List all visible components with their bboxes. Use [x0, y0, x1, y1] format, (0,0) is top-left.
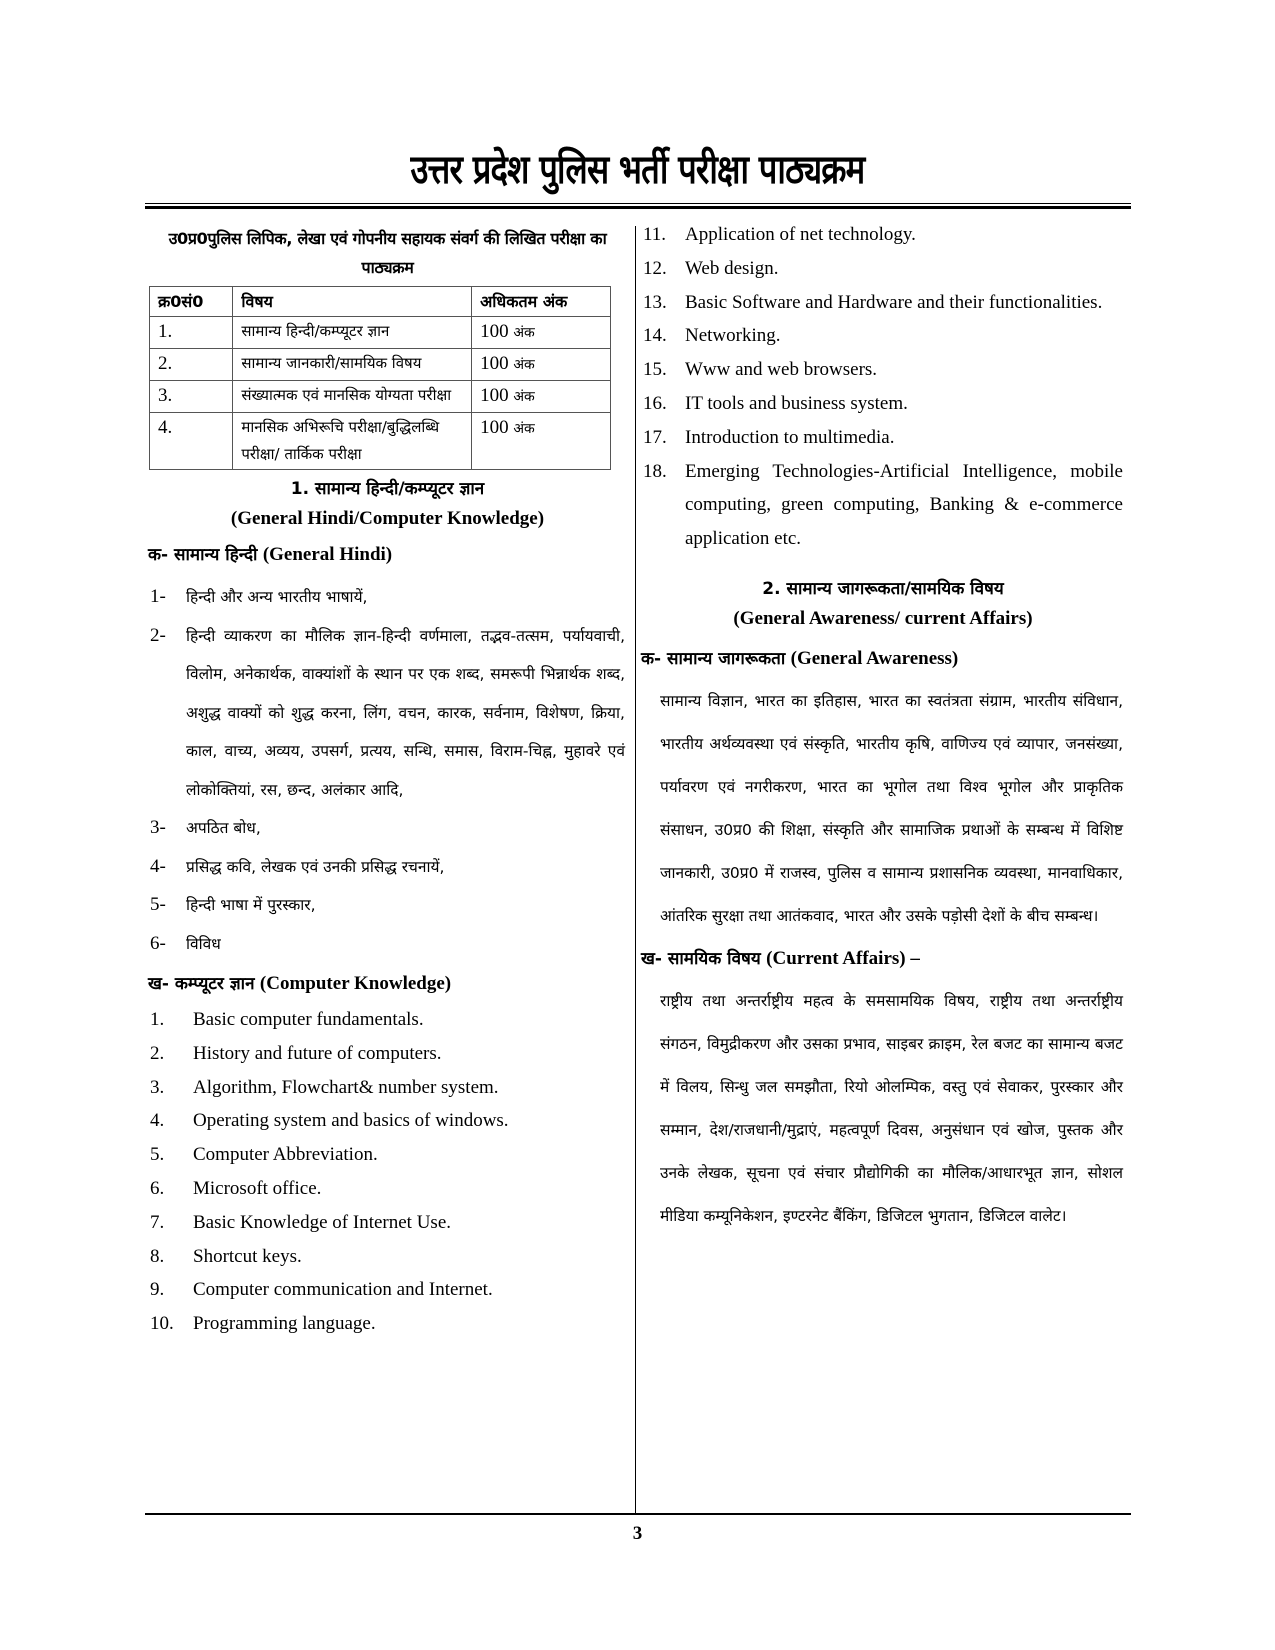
subsection-english-label: (Current Affairs) – — [766, 947, 920, 969]
footer-rule — [145, 1513, 1131, 1515]
marks-value: 100 — [480, 417, 509, 438]
item-number: 10. — [150, 1313, 174, 1335]
list-item — [150, 1071, 625, 1105]
item-number: 2- — [150, 624, 166, 646]
item-number: 9. — [150, 1279, 165, 1301]
marks-unit: अंक — [513, 421, 535, 437]
item-number: 1. — [150, 1009, 165, 1030]
marks-unit: अंक — [513, 389, 535, 405]
item-number: 1- — [150, 586, 166, 607]
item-number: 3. — [150, 1076, 165, 1098]
item-number: 14. — [643, 325, 667, 347]
computer-knowledge-list — [150, 1003, 625, 1341]
item-text: अपठित बोध, — [186, 819, 261, 837]
subsection-general-hindi — [148, 540, 625, 570]
header-rule-thick — [145, 206, 1131, 209]
marks-value: 100 — [480, 385, 509, 406]
item-number: 7. — [150, 1211, 165, 1233]
table-header-row — [150, 287, 611, 317]
item-text: Www and web browsers. — [685, 359, 878, 381]
row-subject: सामान्य जानकारी/सामयिक विषय — [233, 349, 472, 381]
list-item — [150, 809, 625, 848]
subsection-english-label: (Computer Knowledge) — [259, 973, 452, 994]
item-number: 3- — [150, 817, 166, 838]
page-number: 3 — [632, 1523, 643, 1544]
subsection-hindi-label: क- सामान्य हिन्दी — [148, 545, 258, 565]
col-header-serial: क्र0सं0 — [150, 287, 233, 317]
item-text: हिन्दी और अन्य भारतीय भाषायें, — [186, 588, 368, 606]
marks-unit: अंक — [513, 325, 535, 341]
item-text: विविध — [186, 934, 221, 953]
subsection-general-awareness — [641, 644, 1123, 674]
subsection-english-label: (General Hindi) — [262, 544, 393, 565]
item-text: Web design. — [685, 257, 779, 279]
row-serial: 3. — [150, 381, 233, 413]
item-number: 12. — [643, 257, 667, 279]
general-awareness-text: सामान्य विज्ञान, भारत का इतिहास, भारत का स्वतंत्रता संग्राम, भारतीय संविधान, भारतीय अर्थव्यवस्था एवं संस्कृति, भारतीय कृषि, वाणिज्य एवं व्यापार, जनसंख्या, पर्यावरण एवं नगरीकरण, भारत का भूगोल तथा विश्व भूगोल और प्राकृतिक संसाधन, उ0प्र0 की शिक्षा, संस्कृति और सामाजिक प्रथाओं के सम्बन्ध में विशिष्ट जानकारी, उ0प्र0 में राजस्व, पुलिस व सामान्य प्रशासनिक व्यवस्था, मानवाधिकार, आंतरिक सुरक्षा तथा आतंकवाद, भारत और उसके पड़ोसी देशों के बीच सम्बन्ध। — [660, 691, 1123, 925]
header-rule-thin — [145, 203, 1131, 204]
item-text: हिन्दी भाषा में पुरस्कार, — [186, 896, 316, 914]
list-item — [643, 455, 1123, 556]
table-row — [150, 317, 611, 349]
marks-table — [149, 286, 611, 470]
list-item — [643, 252, 1123, 286]
page-title: उत्तर प्रदेश पुलिस भर्ती परीक्षा पाठ्यक्रम — [410, 147, 865, 193]
item-text: History and future of computers. — [193, 1042, 442, 1064]
list-item — [150, 1003, 625, 1037]
list-item — [643, 353, 1123, 387]
item-number: 4. — [150, 1110, 165, 1132]
list-item — [643, 319, 1123, 353]
subsection-computer-knowledge — [148, 969, 625, 999]
item-number: 13. — [643, 291, 667, 313]
item-number: 5- — [150, 894, 166, 915]
list-item — [643, 218, 1123, 252]
current-affairs-text: राष्ट्रीय तथा अन्तर्राष्ट्रीय महत्व के समसामयिक विषय, राष्ट्रीय तथा अन्तर्राष्ट्रीय संगठन, विमुद्रीकरण और उसका प्रभाव, साइबर क्राइम, रेल बजट का सामान्य बजट में विलय, सिन्धु जल समझौता, रियो ओलम्पिक, वस्तु एवं सेवाकर, पुरस्कार और सम्मान, देश/राजधानी/मुद्राएं, महत्वपूर्ण दिवस, अनुसंधान एवं खोज, पुस्तक और उनके लेखक, सूचना एवं संचार प्रौद्योगिकी का मौलिक/आधारभूत ज्ञान, सोशल मीडिया कम्यूनिकेशन, इण्टरनेट बैंकिंग, डिजिटल भुगतान, डिजिटल वालेट। — [660, 991, 1123, 1225]
row-marks — [472, 349, 611, 381]
section-1-english: (General Hindi/Computer Knowledge) — [230, 508, 545, 529]
item-text: प्रसिद्ध कवि, लेखक एवं उनकी प्रसिद्ध रचनायें, — [186, 857, 445, 876]
row-serial: 1. — [150, 317, 233, 349]
col-header-max-marks: अधिकतम अंक — [472, 287, 611, 317]
item-number: 2. — [150, 1042, 165, 1064]
item-text: Introduction to multimedia. — [685, 426, 895, 448]
item-number: 6. — [150, 1177, 165, 1199]
item-text: Microsoft office. — [193, 1177, 322, 1199]
list-item — [150, 1307, 625, 1341]
section-1-heading — [150, 474, 625, 534]
list-item — [150, 1273, 625, 1307]
list-item — [150, 1138, 625, 1172]
list-item — [150, 578, 625, 617]
list-item — [150, 617, 625, 810]
section-2-heading — [643, 574, 1123, 634]
row-serial: 2. — [150, 349, 233, 381]
list-item — [150, 886, 625, 925]
item-text: Computer communication and Internet. — [193, 1279, 493, 1301]
item-text: Emerging Technologies-Artificial Intelligence, mobile computing, green computing, Banking & e-commerce application etc. — [685, 460, 1123, 550]
table-row — [150, 349, 611, 381]
section-1-hindi: 1. सामान्य हिन्दी/कम्प्यूटर ज्ञान — [290, 479, 485, 499]
item-text: Programming language. — [193, 1313, 376, 1335]
right-column — [643, 224, 1123, 1238]
row-marks — [472, 317, 611, 349]
subsection-hindi-label: ख- कम्प्यूटर ज्ञान — [148, 974, 255, 994]
item-number: 11. — [643, 224, 667, 245]
item-text: IT tools and business system. — [685, 392, 908, 414]
list-item — [150, 925, 625, 964]
subsection-current-affairs — [641, 944, 1123, 974]
item-text: Basic computer fundamentals. — [193, 1009, 424, 1030]
subsection-english-label: (General Awareness) — [790, 647, 959, 669]
list-item — [150, 1172, 625, 1206]
subsection-hindi-label: ख- सामयिक विषय — [641, 948, 761, 969]
intro-title: उ0प्र0पुलिस लिपिक, लेखा एवं गोपनीय सहायक संवर्ग की लिखित परीक्षा का पाठ्यक्रम — [168, 229, 607, 277]
item-number: 8. — [150, 1245, 165, 1267]
item-text: Operating system and basics of windows. — [193, 1110, 509, 1132]
list-item — [643, 421, 1123, 455]
list-item — [150, 848, 625, 887]
section-2-english: (General Awareness/ current Affairs) — [733, 607, 1033, 629]
section-2-hindi: 2. सामान्य जागरूकता/सामयिक विषय — [762, 578, 1004, 599]
column-divider — [635, 226, 636, 1513]
item-text: हिन्दी व्याकरण का मौलिक ज्ञान-हिन्दी वर्णमाला, तद्भव-तत्सम, पर्यायवाची, विलोम, अनेकार्थक, वाक्यांशों के स्थान पर एक शब्द, समरूपी भिन्नार्थक शब्द, अशुद्ध वाक्यों को शुद्ध करना, लिंग, वचन, कारक, सर्वनाम, विशेषण, क्रिया, काल, वाच्य, अव्यय, उपसर्ग, प्रत्यय, सन्धि, समास, विराम-चिह्न, मुहावरे एवं लोकोक्तियां, रस, छन्द, अलंकार आदि, — [186, 626, 625, 799]
list-item — [150, 1240, 625, 1274]
computer-knowledge-list-continued — [643, 218, 1123, 556]
item-number: 15. — [643, 359, 667, 381]
list-item — [150, 1206, 625, 1240]
table-row — [150, 413, 611, 470]
list-item — [643, 387, 1123, 421]
general-hindi-list — [150, 578, 625, 963]
item-number: 17. — [643, 426, 667, 448]
item-text: Shortcut keys. — [193, 1245, 302, 1267]
item-text: Basic Software and Hardware and their functionalities. — [685, 291, 1103, 313]
col-header-subject: विषय — [233, 287, 472, 317]
row-subject: सामान्य हिन्दी/कम्प्यूटर ज्ञान — [233, 317, 472, 349]
item-number: 16. — [643, 392, 667, 414]
marks-unit: अंक — [513, 357, 535, 373]
table-row — [150, 381, 611, 413]
item-number: 6- — [150, 932, 166, 954]
marks-value: 100 — [480, 353, 509, 374]
row-subject: मानसिक अभिरूचि परीक्षा/बुद्धिलब्धि परीक्षा/ तार्किक परीक्षा — [233, 413, 472, 470]
row-marks — [472, 381, 611, 413]
item-number: 18. — [643, 460, 667, 482]
item-text: Application of net technology. — [685, 224, 916, 245]
list-item — [150, 1037, 625, 1071]
row-subject: संख्यात्मक एवं मानसिक योग्यता परीक्षा — [233, 381, 472, 413]
marks-value: 100 — [480, 321, 509, 342]
list-item — [643, 286, 1123, 320]
item-text: Basic Knowledge of Internet Use. — [193, 1211, 452, 1233]
item-text: Algorithm, Flowchart& number system. — [193, 1076, 499, 1098]
left-column — [150, 224, 625, 1341]
item-text: Networking. — [685, 325, 781, 347]
item-number: 4- — [150, 855, 166, 877]
item-text: Computer Abbreviation. — [193, 1144, 378, 1166]
subsection-hindi-label: क- सामान्य जागरूकता — [641, 648, 786, 669]
row-serial: 4. — [150, 413, 233, 470]
list-item — [150, 1104, 625, 1138]
row-marks — [472, 413, 611, 470]
item-number: 5. — [150, 1144, 165, 1166]
